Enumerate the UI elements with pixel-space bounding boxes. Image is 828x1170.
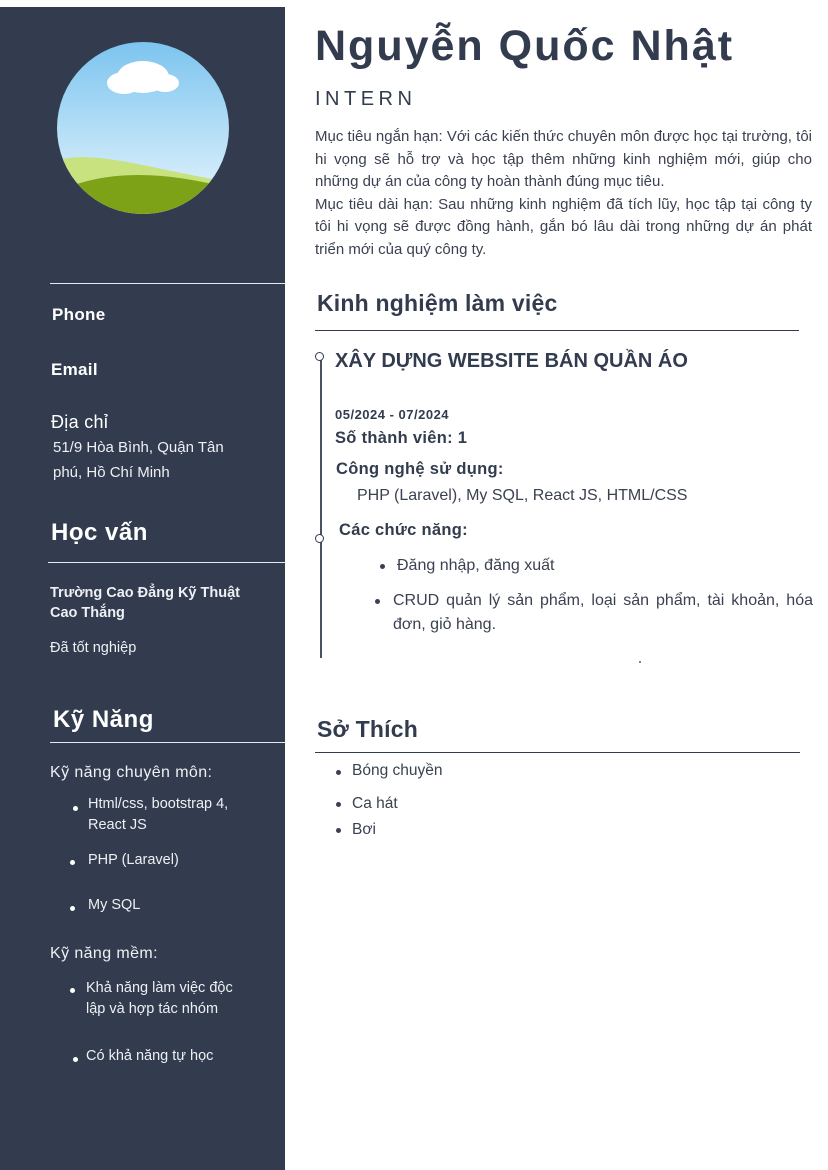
hard-skill-item: My SQL — [88, 897, 141, 913]
soft-skill-item: Có khả năng tự học — [86, 1048, 214, 1064]
speck — [639, 661, 641, 663]
address-line-2: phú, Hồ Chí Minh — [53, 464, 170, 481]
top-strip — [0, 0, 828, 7]
experience-title: Kinh nghiệm làm việc — [317, 290, 558, 316]
sidebar-divider — [50, 283, 285, 284]
hobby-item: Ca hát — [352, 795, 398, 812]
skills-divider — [50, 742, 285, 743]
hobby-item: Bơi — [352, 821, 376, 838]
bullet-dot — [375, 599, 380, 604]
soft-skill-item — [86, 978, 233, 1020]
project-dates: 05/2024 - 07/2024 — [335, 407, 450, 422]
timeline-line — [320, 358, 322, 658]
education-status: Đã tốt nghiệp — [50, 640, 137, 656]
address-label: Địa chỉ — [51, 412, 109, 432]
person-name: Nguyễn Quốc Nhật — [315, 22, 735, 70]
project-title: XÂY DỰNG WEBSITE BÁN QUẦN ÁO — [335, 350, 688, 372]
phone-label: Phone — [52, 305, 106, 324]
soft-skill-line: lập và hợp tác nhóm — [86, 1001, 219, 1017]
experience-divider — [315, 330, 799, 331]
hobbies-title: Sở Thích — [317, 716, 419, 742]
feature-item — [393, 589, 813, 637]
bullet-dot — [70, 860, 75, 865]
project-members: Số thành viên: 1 — [335, 429, 468, 447]
bullet-dot — [73, 1057, 78, 1062]
skills-title: Kỹ Năng — [53, 706, 154, 733]
education-title: Học vấn — [51, 519, 148, 546]
hard-skill-item — [88, 794, 228, 836]
timeline-node — [315, 352, 324, 361]
bullet-dot — [380, 564, 385, 569]
job-role: INTERN — [315, 88, 417, 110]
feature-line: đơn, giỏ hàng. — [393, 616, 497, 633]
school-line-1: Trường Cao Đẳng Kỹ Thuật — [50, 585, 240, 601]
avatar — [57, 42, 229, 214]
hard-skill-line: Html/css, bootstrap 4, — [88, 796, 229, 812]
profile-photo-placeholder-icon — [57, 42, 229, 214]
soft-skills-label: Kỹ năng mềm: — [50, 945, 158, 962]
feature-line: CRUD quản lý sản phẩm, loại sản phẩm, tài khoản, hóa — [393, 592, 813, 609]
soft-skill-line: Khả năng làm việc độc — [86, 980, 233, 996]
short-term-objective: Mục tiêu ngắn hạn: Với các kiến thức chuyên môn được học tại trường, tôi hi vọng sẽ hỗ trợ và học tập thêm những kinh nghiệm mới, giúp cho những dự án của công ty hoàn thành đúng mục tiêu. — [315, 128, 812, 190]
sidebar — [0, 7, 285, 1170]
tech-label: Công nghệ sử dụng: — [336, 460, 504, 478]
school-line-2: Cao Thắng — [50, 605, 125, 621]
bullet-dot — [336, 828, 341, 833]
education-divider — [48, 562, 285, 563]
bullet-dot — [70, 906, 75, 911]
bullet-dot — [70, 988, 75, 993]
address-line-1: 51/9 Hòa Bình, Quận Tân — [53, 439, 224, 456]
bullet-dot — [336, 802, 341, 807]
long-term-objective: Mục tiêu dài hạn: Sau những kinh nghiệm đã tích lũy, học tập tại công ty tôi hi vọng sẽ được đồng hành, gắn bó lâu dài trong những dự án phát triển mới của quý công ty. — [315, 195, 812, 258]
features-label: Các chức năng: — [339, 521, 468, 539]
hard-skill-item: PHP (Laravel) — [88, 852, 179, 868]
bullet-dot — [336, 770, 341, 775]
feature-item: Đăng nhập, đăng xuất — [397, 557, 555, 574]
timeline-node — [315, 534, 324, 543]
bullet-dot — [73, 806, 78, 811]
hobby-item: Bóng chuyền — [352, 762, 443, 779]
tech-stack: PHP (Laravel), My SQL, React JS, HTML/CSS — [357, 487, 688, 504]
email-label: Email — [51, 360, 98, 379]
hard-skill-line: React JS — [88, 817, 147, 833]
hobbies-divider — [315, 752, 800, 753]
hard-skills-label: Kỹ năng chuyên môn: — [50, 764, 213, 781]
career-objective — [315, 126, 812, 261]
